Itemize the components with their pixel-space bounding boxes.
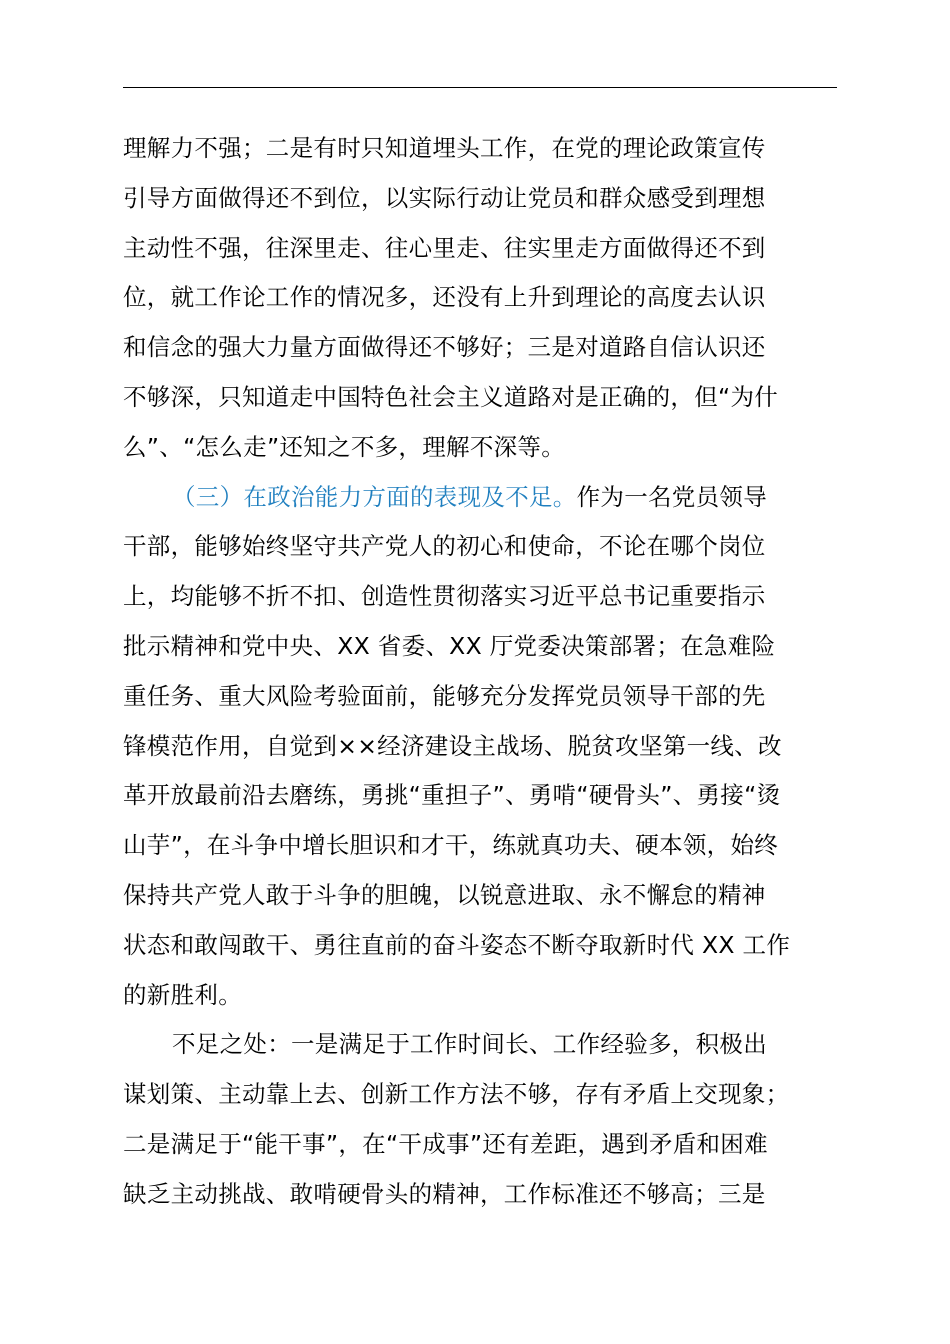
paragraph-line: 缺乏主动挑战、敢啃硬骨头的精神，工作标准还不够高；三是 xyxy=(123,1179,766,1208)
paragraph-line: 谋划策、主动靠上去、创新工作方法不够，存有矛盾上交现象； xyxy=(123,1080,790,1109)
section-three-lead-text: 作为一名党员领导 xyxy=(576,482,768,511)
paragraph-line: 的新胜利。 xyxy=(123,980,242,1009)
document-body xyxy=(123,124,863,1220)
paragraph-line: 山芋”，在斗争中增长胆识和才干，练就真功夫、硬本领，始终 xyxy=(123,831,779,860)
shortcomings-first-line: 不足之处：一是满足于工作时间长、工作经验多，积极出 xyxy=(172,1030,767,1059)
section-three-heading: （三）在政治能力方面的表现及不足。 xyxy=(172,482,577,511)
paragraph-line: 上，均能够不折不扣、创造性贯彻落实习近平总书记重要指示 xyxy=(123,582,766,611)
paragraph-line: 革开放最前沿去磨练，勇挑“重担子”、勇啃“硬骨头”、勇接“烫 xyxy=(123,781,781,810)
paragraph-line: 和信念的强大力量方面做得还不够好；三是对道路自信认识还 xyxy=(123,333,766,362)
paragraph-line: 二是满足于“能干事”，在“干成事”还有差距，遇到矛盾和困难 xyxy=(123,1129,768,1158)
section-three-first-line xyxy=(123,473,863,523)
paragraph-line: 保持共产党人敢于斗争的胆魄，以锐意进取、永不懈怠的精神 xyxy=(123,880,766,909)
header-rule xyxy=(123,87,837,88)
paragraph-line: 理解力不强；二是有时只知道埋头工作，在党的理论政策宣传 xyxy=(123,134,766,162)
paragraph-line: 状态和敢闯敢干、勇往直前的奋斗姿态不断夺取新时代 XX 工作 xyxy=(123,930,791,959)
paragraph-line: 位，就工作论工作的情况多，还没有上升到理论的高度去认识 xyxy=(123,283,766,312)
paragraph-line: 批示精神和党中央、XX 省委、XX 厅党委决策部署；在急难险 xyxy=(123,631,776,660)
paragraph-line: 不够深，只知道走中国特色社会主义道路对是正确的，但“为什 xyxy=(123,382,779,411)
paragraph-line: 么”、“怎么走”还知之不多，理解不深等。 xyxy=(123,432,566,461)
paragraph-line: 重任务、重大风险考验面前，能够充分发挥党员领导干部的先 xyxy=(123,681,766,710)
paragraph-line: 引导方面做得还不到位，以实际行动让党员和群众感受到理想 xyxy=(123,183,766,212)
paragraph-line: 主动性不强，往深里走、往心里走、往实里走方面做得还不到 xyxy=(123,233,766,262)
paragraph-line: 锋模范作用，自觉到××经济建设主战场、脱贫攻坚第一线、改 xyxy=(123,731,782,760)
paragraph-line: 干部，能够始终坚守共产党人的初心和使命，不论在哪个岗位 xyxy=(123,532,766,561)
